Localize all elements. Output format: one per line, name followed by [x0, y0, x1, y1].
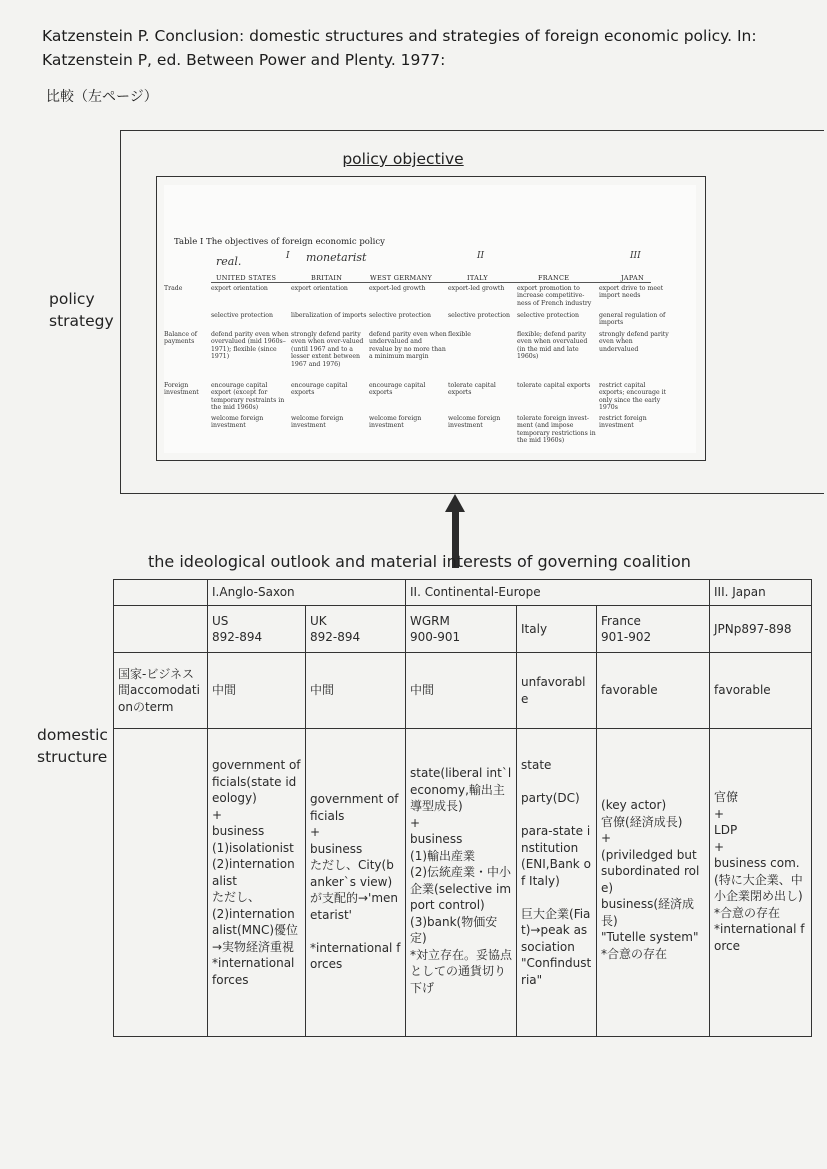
handwritten-monetarist: monetarist: [306, 251, 367, 264]
table1-col-us: UNITED STATES: [216, 274, 277, 282]
structure-text-us: government officials(state ideology) + business (1)isolationist(2)internationalist ただし、 (2)internationalist(MNC)優位→実物経済重視 *international forces: [212, 758, 301, 987]
structure-text-uk: government officials + business ただし、City(banker`s view)が支配的→'menetarist' *international forces: [310, 792, 401, 971]
country-name: UK: [310, 613, 327, 628]
accommodation-cell: favorable: [710, 653, 812, 729]
domestic-structure-label: domestic structure: [37, 726, 108, 766]
accommodation-cell: 中間: [406, 653, 517, 729]
country-pages: 900-901: [410, 630, 461, 644]
table1-cell: strongly defend parity even when undervalued: [599, 331, 669, 353]
country-name: US: [212, 613, 229, 628]
structure-cell: [208, 729, 306, 1037]
country-corner-cell: [114, 606, 208, 653]
table1-cell: selective protection: [448, 312, 510, 319]
structure-text-france: (key actor) 官僚(経済成長) + (priviledged but subordinated role) business(経済成長) "Tutelle system" *合意の存在: [601, 798, 700, 961]
policy-strategy-label: policy strategy: [49, 290, 114, 330]
table1-cell: flexible: [448, 331, 471, 338]
corner-cell: [114, 580, 208, 606]
table1-cell: tolerate capital exports: [517, 382, 591, 389]
country-row: [114, 606, 812, 653]
accommodation-row-label: 国家-ビジネス間accomodationのterm: [114, 653, 208, 729]
table1-col-france: FRANCE: [538, 274, 570, 282]
ideological-outlook-label: the ideological outlook and material interests of governing coalition: [148, 552, 691, 571]
table1-title: Table I The objectives of foreign economic policy: [174, 237, 385, 247]
table1-cell: welcome foreign investment: [369, 415, 422, 430]
table1-cell: export orientation: [211, 285, 268, 292]
table1-cell: liberalization of imports: [291, 312, 367, 319]
structure-cell: [710, 729, 812, 1037]
table1-cell: selective protection: [211, 312, 273, 319]
table1-frame: [156, 176, 706, 461]
table1-cell: encourage capital exports: [291, 382, 348, 397]
citation-text: Katzenstein P. Conclusion: domestic structures and strategies of foreign economic policy. In: Katzenstein P, ed. Between Power and Plenty. 1977:: [42, 27, 757, 69]
group-anglo-saxon: I.Anglo-Saxon: [208, 580, 406, 606]
handwritten-roman-3: III: [630, 251, 641, 261]
country-name: Italy: [521, 621, 548, 636]
table1-cell: defend parity even when undervalued and revalue by no more than a minimum margin: [369, 331, 447, 361]
table1-cell: strongly defend parity even when over-valued (until 1967 and to a lesser extent between 1967 and 1976): [291, 331, 364, 368]
table1-cell: export-led growth: [448, 285, 505, 292]
handwritten-realist: real.: [216, 255, 242, 268]
group-japan: III. Japan: [710, 580, 812, 606]
table1-cell: export-led growth: [369, 285, 426, 292]
group-continental-europe: II. Continental-Europe: [406, 580, 710, 606]
country-us: [208, 606, 306, 653]
handwritten-roman-2: II: [477, 251, 485, 261]
structure-text-wgrm: state(liberal int`l economy,輸出主導型成長) + business (1)輸出産業 (2)伝統産業・中小企業(selective import control) (3)bank(物価安定) *対立存在。妥協点としての通貨切り下げ: [410, 766, 513, 995]
table1-cell: restrict capital exports; encourage it only since the early 1970s: [599, 382, 667, 412]
table1-paper: [164, 185, 696, 453]
table1-cell: welcome foreign investment: [448, 415, 501, 430]
table1-cell: flexible; defend parity even when overvalued (in the mid and late 1960s): [517, 331, 588, 361]
structure-text-japan: 官僚 + LDP + business com.(特に大企業、中小企業閉め出し) *合意の存在 *international force: [714, 790, 805, 953]
country-italy: [517, 606, 597, 653]
country-name: JPNp897-898: [714, 621, 792, 636]
table1-cell: export promotion to increase competitive-ness of French industry: [517, 285, 592, 307]
table1-cell: welcome foreign investment: [291, 415, 344, 430]
country-uk: [306, 606, 406, 653]
accommodation-row: [114, 653, 812, 729]
structure-cell: [597, 729, 710, 1037]
table1-cell: tolerate foreign invest-ment (and impose temporary restrictions in the mid 1960s): [517, 415, 596, 445]
country-pages: 892-894: [310, 630, 361, 644]
country-pages: 901-902: [601, 630, 652, 644]
structure-row: [114, 729, 812, 1037]
accommodation-cell: 中間: [208, 653, 306, 729]
group-row: [114, 580, 812, 606]
table1-cell: export orientation: [291, 285, 348, 292]
country-name: WGRM: [410, 613, 450, 628]
table1-cell: general regulation of imports: [599, 312, 666, 327]
table1-cell: tolerate capital exports: [448, 382, 496, 397]
table1-cell: welcome foreign investment: [211, 415, 264, 430]
country-france: [597, 606, 710, 653]
country-name: France: [601, 613, 641, 628]
accommodation-cell: favorable: [597, 653, 710, 729]
country-pages: 892-894: [212, 630, 263, 644]
table1-cell: restrict foreign investment: [599, 415, 647, 430]
table1-col-west-germany: WEST GERMANY: [370, 274, 433, 282]
table1-col-britain: BRITAIN: [311, 274, 343, 282]
structure-cell: [406, 729, 517, 1037]
accommodation-cell: 中間: [306, 653, 406, 729]
table1-col-italy: ITALY: [467, 274, 488, 282]
table1-row-balance: Balance of payments: [164, 331, 197, 346]
table1-row-investment: Foreign investment: [164, 382, 199, 397]
country-japan: [710, 606, 812, 653]
up-arrow-icon: [445, 494, 465, 512]
structure-text-italy: state party(DC) para-state institution (ENI,Bank of Italy) 巨大企業(Fiat)→peak association "Confindustria": [521, 758, 592, 987]
country-wgrm: [406, 606, 517, 653]
structure-row-label: [114, 729, 208, 1037]
table1-cell: defend parity even when overvalued (mid 1960s–1971); flexible (since 1971): [211, 331, 289, 361]
table1-cell: selective protection: [517, 312, 579, 319]
table1-cell: encourage capital exports: [369, 382, 426, 397]
table1-col-japan: JAPAN: [621, 274, 644, 282]
policy-objective-label: policy objective: [342, 150, 464, 168]
structure-cell: [306, 729, 406, 1037]
table1-cell: selective protection: [369, 312, 431, 319]
table1-cell: encourage capital export (except for temporary restraints in the mid 1960s): [211, 382, 285, 412]
structure-cell: [517, 729, 597, 1037]
table1-cell: export drive to meet import needs: [599, 285, 664, 300]
table1-header-rule: [211, 282, 651, 283]
accommodation-cell: unfavorable: [517, 653, 597, 729]
compare-note: 比較（左ページ）: [46, 89, 158, 105]
domestic-structure-table: [113, 579, 812, 1037]
table1-row-trade: Trade: [164, 285, 183, 292]
handwritten-roman-1: I: [286, 251, 290, 261]
